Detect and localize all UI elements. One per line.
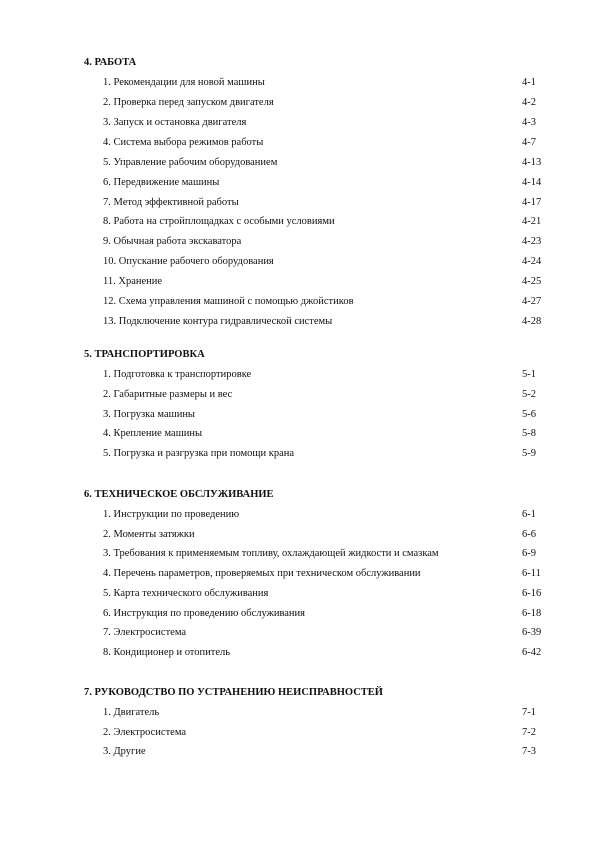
toc-entry-page: 4-13 [522, 156, 542, 168]
toc-entry-label: 9. Обычная работа экскаватора [103, 236, 242, 248]
toc-entry [0, 529, 595, 543]
section-title: 7. РУКОВОДСТВО ПО УСТРАНЕНИЮ НЕИСПРАВНОСТЕЙ [84, 687, 383, 698]
toc-entry [0, 197, 595, 211]
toc-entry [0, 389, 595, 403]
toc-entry [0, 369, 595, 383]
toc-entry-label: 6. Инструкция по проведению обслуживания [103, 607, 306, 619]
toc-entry-page: 6-11 [522, 568, 541, 580]
toc-entry-page: 4-28 [522, 316, 542, 328]
toc-entry-page: 4-1 [522, 77, 536, 88]
toc-entry-page: 5-9 [522, 448, 536, 459]
section-title: 6. ТЕХНИЧЕСКОЕ ОБСЛУЖИВАНИЕ [84, 489, 274, 500]
toc-entry [0, 509, 595, 523]
toc-entry-label: 1. Двигатель [103, 707, 160, 718]
toc-entry [0, 97, 595, 111]
toc-entry-label: 8. Работа на стройплощадках с особыми условиями [103, 216, 335, 228]
toc-entry-page: 6-42 [522, 646, 542, 658]
toc-entry-page: 7-1 [522, 707, 536, 718]
toc-entry-label: 2. Габаритные размеры и вес [103, 388, 233, 400]
toc-entry-page: 4-21 [522, 216, 542, 228]
toc-entry-label: 12. Схема управления машиной с помощью джойстиков [103, 296, 354, 308]
toc-entry [0, 117, 595, 131]
toc-entry-label: 2. Проверка перед запуском двигателя [103, 96, 274, 108]
section-title: 4. РАБОТА [84, 57, 137, 68]
toc-entry-page: 6-16 [522, 587, 542, 599]
toc-entry-page: 4-27 [522, 296, 542, 308]
toc-entry-label: 5. Управление рабочим оборудованием [103, 156, 278, 168]
toc-entry [0, 548, 595, 562]
toc-entry-page: 6-1 [522, 509, 536, 520]
toc-entry-label: 10. Опускание рабочего оборудования [103, 256, 274, 268]
toc-entry-label: 13. Подключение контура гидравлической системы [103, 316, 333, 328]
toc-entry-page: 6-39 [522, 627, 542, 639]
toc-entry [0, 177, 595, 191]
toc-entry-label: 5. Карта технического обслуживания [103, 587, 269, 599]
toc-entry-page: 4-25 [522, 276, 542, 288]
toc-entry-label: 1. Рекомендации для новой машины [103, 77, 265, 88]
toc-entry [0, 588, 595, 602]
toc-entry-label: 3. Другие [103, 746, 146, 757]
toc-entry [0, 296, 595, 310]
toc-entry-label: 4. Крепление машины [103, 428, 203, 440]
toc-entry-page: 4-3 [522, 116, 536, 128]
toc-entry [0, 276, 595, 290]
toc-entry-label: 3. Запуск и остановка двигателя [103, 116, 247, 128]
toc-entry [0, 316, 595, 330]
toc-entry-label: 2. Моменты затяжки [103, 528, 195, 540]
toc-entry-label: 1. Подготовка к транспортировке [103, 369, 252, 380]
toc-entry-page: 5-6 [522, 408, 536, 420]
toc-entry-label: 4. Перечень параметров, проверяемых при техническом обслуживании [103, 568, 421, 580]
toc-entry-label: 8. Кондиционер и отопитель [103, 646, 231, 658]
toc-entry-label: 3. Погрузка машины [103, 408, 195, 420]
toc-entry-page: 7-3 [522, 746, 536, 757]
toc-entry-page: 4-23 [522, 236, 542, 248]
toc-entry-page: 6-6 [522, 528, 536, 540]
toc-entry [0, 256, 595, 270]
toc-entry-label: 5. Погрузка и разгрузка при помощи крана [103, 448, 295, 459]
toc-entry-label: 7. Электросистема [103, 627, 187, 639]
toc-entry [0, 608, 595, 622]
toc-entry-page: 4-24 [522, 256, 542, 268]
toc-entry-page: 5-1 [522, 369, 536, 380]
toc-entry [0, 137, 595, 151]
toc-entry [0, 727, 595, 741]
toc-entry-label: 4. Система выбора режимов работы [103, 136, 264, 148]
toc-entry-page: 6-9 [522, 548, 536, 560]
toc-entry [0, 216, 595, 230]
toc-entry [0, 627, 595, 641]
toc-entry [0, 707, 595, 721]
toc-entry [0, 77, 595, 91]
toc-entry-page: 5-2 [522, 388, 536, 400]
toc-entry [0, 409, 595, 423]
toc-entry [0, 428, 595, 442]
toc-entry-page: 5-8 [522, 428, 536, 440]
toc-entry-label: 6. Передвижение машины [103, 176, 220, 188]
toc-entry-label: 3. Требования к применяемым топливу, охлаждающей жидкости и смазкам [103, 548, 439, 560]
section-title: 5. ТРАНСПОРТИРОВКА [84, 349, 205, 360]
toc-entry [0, 647, 595, 661]
toc-entry-page: 4-7 [522, 136, 536, 148]
toc-entry-page: 7-2 [522, 726, 536, 738]
toc-entry-label: 2. Электросистема [103, 726, 187, 738]
toc-entry [0, 448, 595, 462]
toc-entry-label: 11. Хранение [103, 276, 163, 288]
toc-entry-label: 7. Метод эффективной работы [103, 196, 239, 208]
toc-entry [0, 746, 595, 760]
toc-entry [0, 157, 595, 171]
toc-entry [0, 568, 595, 582]
toc-entry [0, 236, 595, 250]
toc-entry-page: 4-17 [522, 196, 542, 208]
toc-entry-page: 4-14 [522, 176, 542, 188]
toc-entry-page: 6-18 [522, 607, 542, 619]
toc-entry-page: 4-2 [522, 96, 536, 108]
toc-entry-label: 1. Инструкции по проведению [103, 509, 240, 520]
